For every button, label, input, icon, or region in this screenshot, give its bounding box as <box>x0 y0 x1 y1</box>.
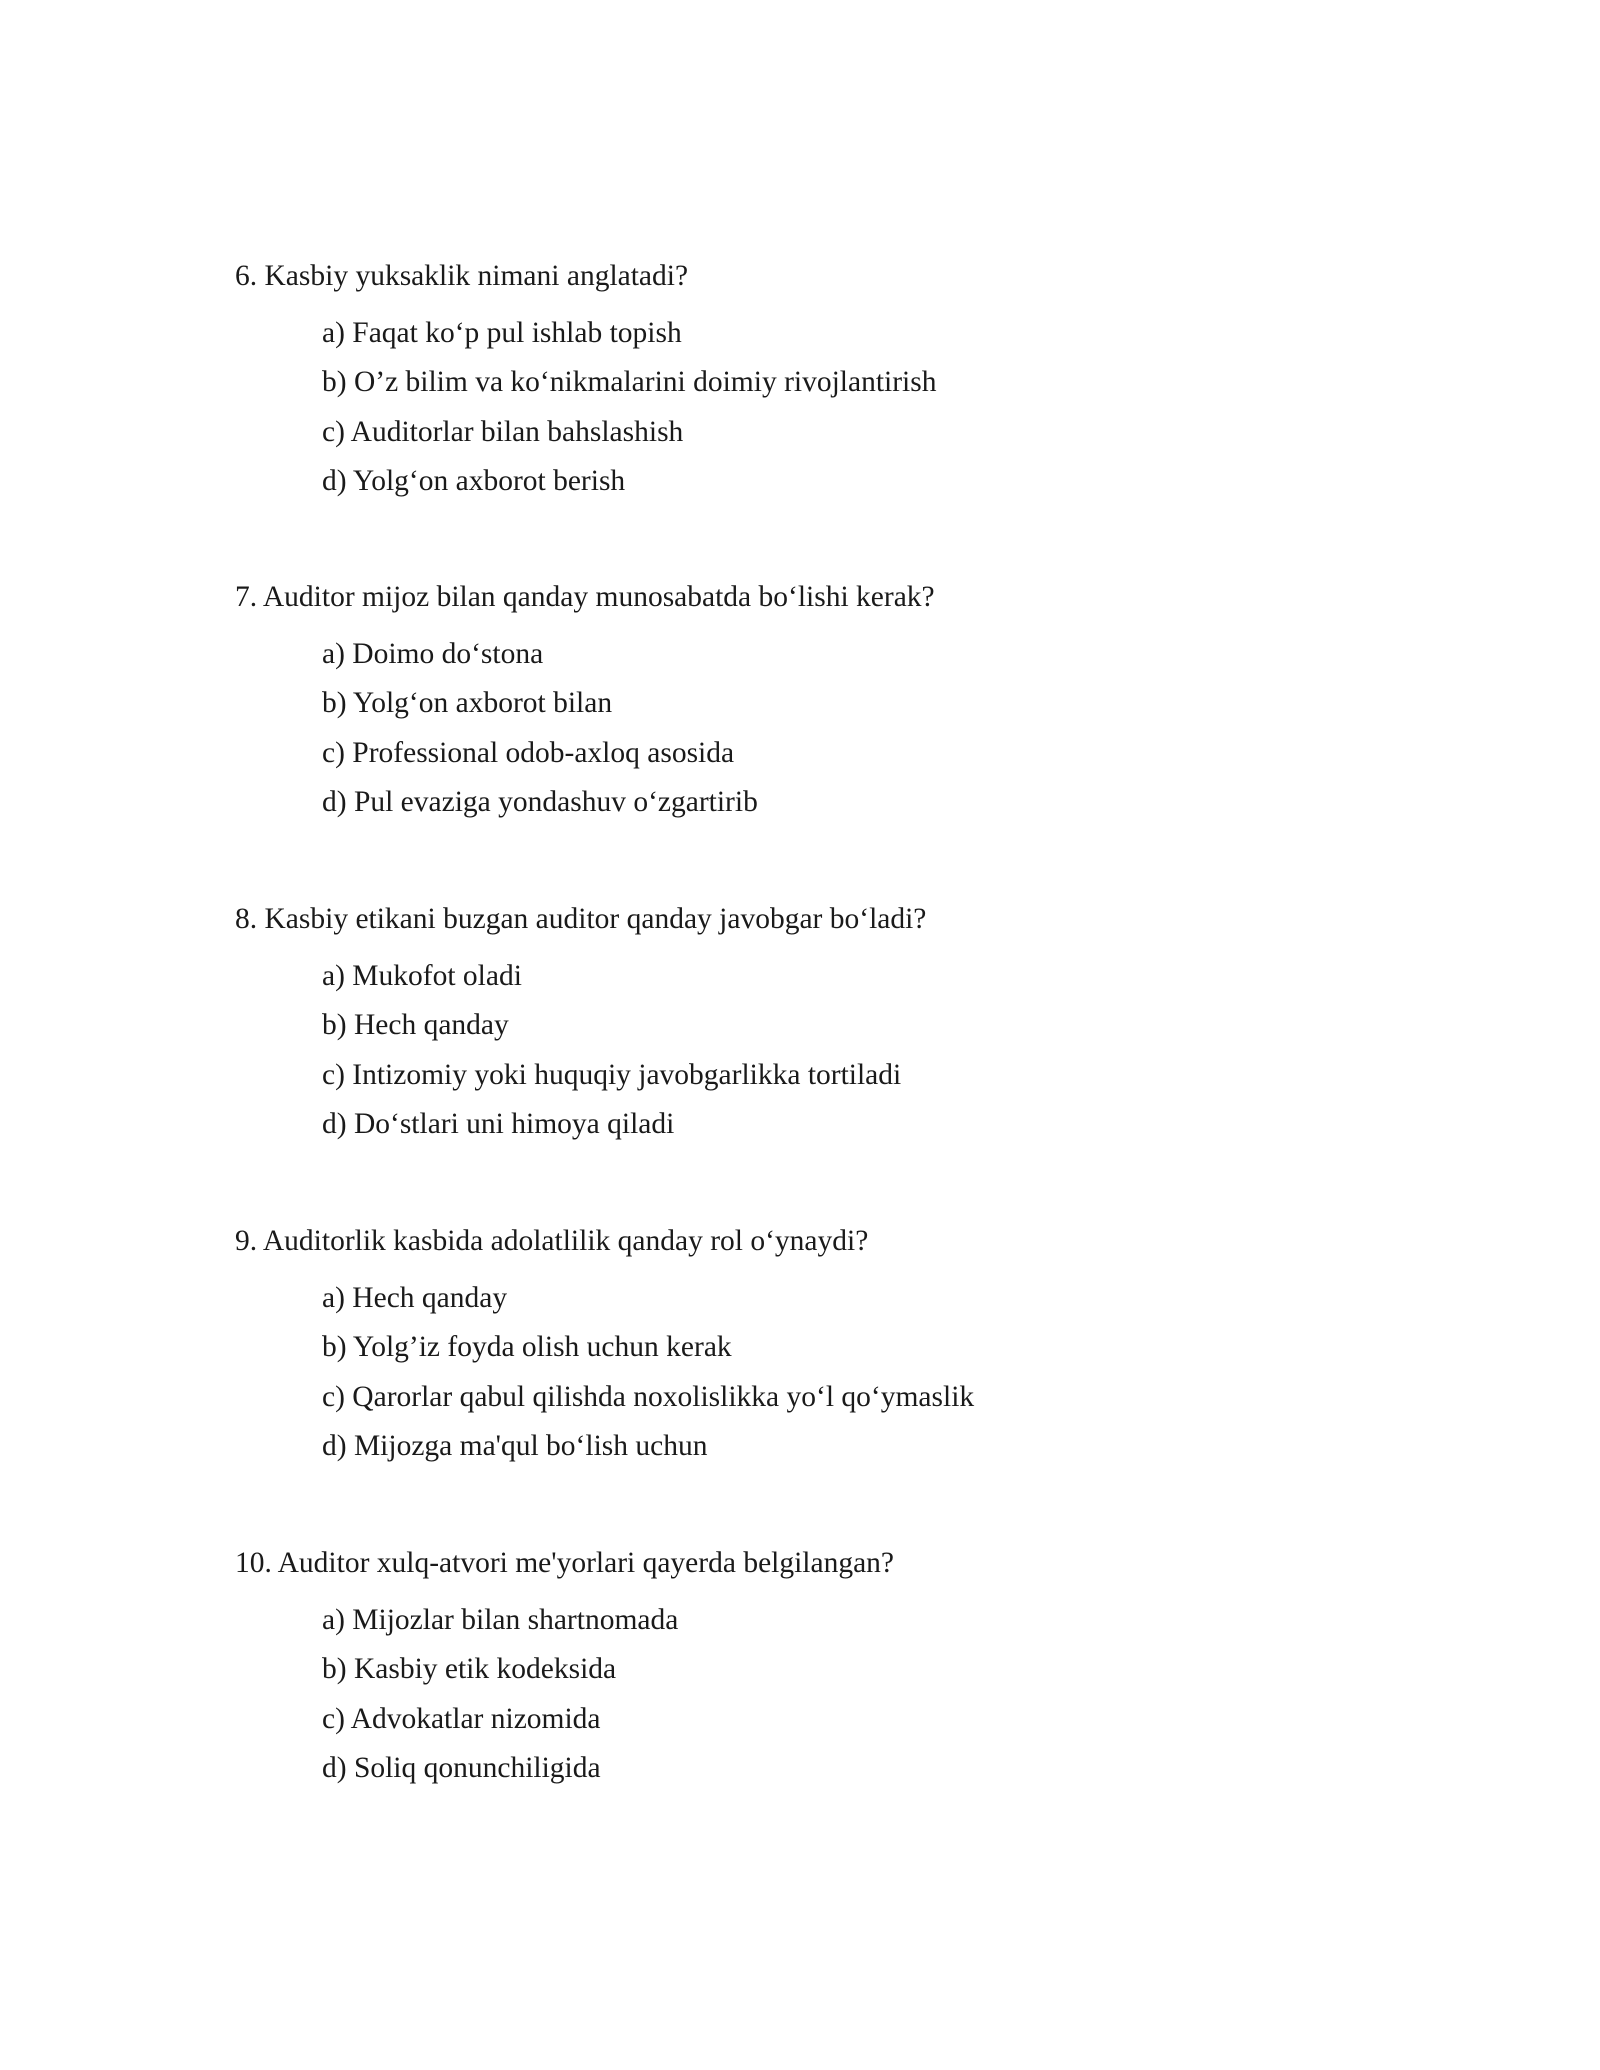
question-9 <box>235 1223 1435 1462</box>
question-9-text: 9. Auditorlik kasbida adolatlilik qanday rol o‘ynaydi? <box>235 1225 869 1257</box>
option-a: a) Mijozlar bilan shartnomada <box>322 1604 679 1636</box>
option-d: d) Pul evaziga yondashuv o‘zgartirib <box>322 785 758 818</box>
question-6 <box>235 258 1435 497</box>
question-8-options <box>322 958 901 1155</box>
option-c: c) Advokatlar nizomida <box>322 1702 601 1735</box>
option-d: d) Mijozga ma'qul bo‘lish uchun <box>322 1429 708 1462</box>
option-d: d) Soliq qonunchiligida <box>322 1751 601 1784</box>
option-c: c) Qarorlar qabul qilishda noxolislikka yo‘l qo‘ymaslik <box>322 1380 975 1413</box>
option-c: c) Professional odob-axloq asosida <box>322 736 735 769</box>
question-6-options <box>322 315 936 512</box>
question-7-text: 7. Auditor mijoz bilan qanday munosabatda bo‘lishi kerak? <box>235 581 935 613</box>
option-b: b) Hech qanday <box>322 1009 509 1042</box>
question-7-options <box>322 636 758 833</box>
option-a: a) Doimo do‘stona <box>322 638 544 670</box>
question-8 <box>235 901 1435 1140</box>
question-6-text: 6. Kasbiy yuksaklik nimani anglatadi? <box>235 260 689 292</box>
option-d: d) Yolg‘on axborot berish <box>322 464 626 497</box>
option-a: a) Faqat ko‘p pul ishlab topish <box>322 317 682 349</box>
option-b: b) O’z bilim va ko‘nikmalarini doimiy rivojlantirish <box>322 366 937 399</box>
option-b: b) Yolg’iz foyda olish uchun kerak <box>322 1331 732 1364</box>
question-9-options <box>322 1280 974 1477</box>
option-a: a) Mukofot oladi <box>322 960 522 992</box>
question-10-text: 10. Auditor xulq-atvori me'yorlari qayerda belgilangan? <box>235 1547 895 1579</box>
option-b: b) Yolg‘on axborot bilan <box>322 687 613 720</box>
option-c: c) Auditorlar bilan bahslashish <box>322 415 684 448</box>
option-d: d) Do‘stlari uni himoya qiladi <box>322 1107 675 1140</box>
question-7 <box>235 579 1435 818</box>
question-10-options <box>322 1602 678 1799</box>
question-10 <box>235 1545 1435 1784</box>
question-8-text: 8. Kasbiy etikani buzgan auditor qanday javobgar bo‘ladi? <box>235 903 927 935</box>
option-a: a) Hech qanday <box>322 1282 508 1314</box>
option-b: b) Kasbiy etik kodeksida <box>322 1653 617 1686</box>
option-c: c) Intizomiy yoki huquqiy javobgarlikka tortiladi <box>322 1058 902 1091</box>
